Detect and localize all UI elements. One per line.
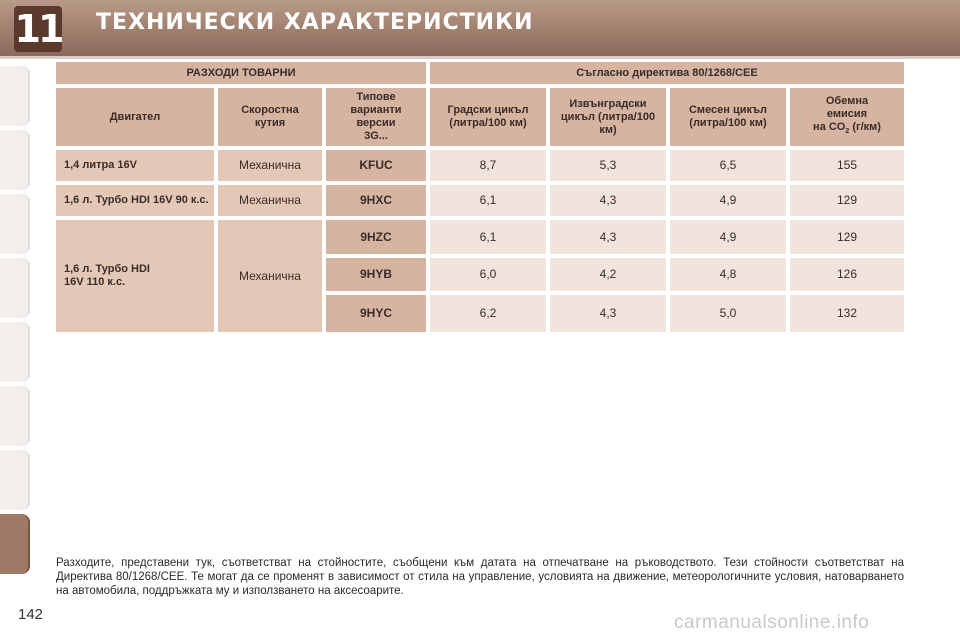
combined-value-cell: 6,5 — [670, 150, 786, 181]
variant-code-cell: 9HYB — [326, 258, 426, 291]
gearbox-cell-3: Механична — [218, 220, 322, 332]
chapter-tab-5[interactable] — [0, 322, 30, 382]
column-header-variants: Типове варианти версии 3G... — [326, 88, 426, 146]
column-header-extra-urban: Извънградски цикъл (литра/100 км) — [550, 88, 666, 146]
co2-header-line2 — [813, 121, 881, 138]
extra-urban-value-cell: 4,3 — [550, 295, 666, 332]
combined-value-cell: 4,9 — [670, 220, 786, 254]
co2-header-line1: Обемна емисия — [825, 95, 869, 121]
gearbox-cell-1: Механична — [218, 150, 322, 181]
chapter-tab-4[interactable] — [0, 258, 30, 318]
chapter-number-badge: 11 — [14, 7, 62, 51]
co2-value-cell: 129 — [790, 185, 904, 216]
column-header-co2 — [790, 88, 904, 146]
column-header-gearbox: Скоростна кутия — [218, 88, 322, 146]
header-divider — [0, 56, 960, 59]
gearbox-cell-2: Механична — [218, 185, 322, 216]
chapter-tab-2[interactable] — [0, 130, 30, 190]
page-number: 142 — [18, 606, 44, 623]
chapter-tabs — [0, 62, 30, 572]
urban-value-cell: 6,0 — [430, 258, 546, 291]
watermark-text: carmanualsonline.info — [674, 612, 870, 633]
engine-cell-3: 1,6 л. Турбо HDI 16V 110 к.с. — [56, 220, 214, 332]
co2-value-cell: 126 — [790, 258, 904, 291]
section-header-directive: Съгласно директива 80/1268/CEE — [430, 62, 904, 84]
co2-value-cell: 129 — [790, 220, 904, 254]
variant-code-cell: 9HZC — [326, 220, 426, 254]
extra-urban-value-cell: 5,3 — [550, 150, 666, 181]
co2-value-cell: 155 — [790, 150, 904, 181]
combined-value-cell: 4,8 — [670, 258, 786, 291]
engine-cell-2: 1,6 л. Турбо HDI 16V 90 к.с. — [56, 185, 214, 216]
page-title: ТЕХНИЧЕСКИ ХАРАКТЕРИСТИКИ — [96, 10, 534, 35]
variant-code-cell: 9HXC — [326, 185, 426, 216]
chapter-tab-7[interactable] — [0, 450, 30, 510]
column-header-urban: Градски цикъл (литра/100 км) — [430, 88, 546, 146]
engine-cell-1: 1,4 литра 16V — [56, 150, 214, 181]
co2-value-cell: 132 — [790, 295, 904, 332]
chapter-tab-11-active[interactable] — [0, 514, 30, 574]
variant-code-cell: 9HYC — [326, 295, 426, 332]
extra-urban-value-cell: 4,3 — [550, 220, 666, 254]
combined-value-cell: 4,9 — [670, 185, 786, 216]
column-header-combined: Смесен цикъл (литра/100 км) — [670, 88, 786, 146]
co2-prefix: на CO — [813, 121, 846, 134]
urban-value-cell: 6,1 — [430, 220, 546, 254]
urban-value-cell: 8,7 — [430, 150, 546, 181]
column-header-engine: Двигател — [56, 88, 214, 146]
chapter-tab-6[interactable] — [0, 386, 30, 446]
chapter-tab-1[interactable] — [0, 66, 30, 126]
chapter-tab-3[interactable] — [0, 194, 30, 254]
variant-code-cell: KFUC — [326, 150, 426, 181]
section-header-consumption: РАЗХОДИ ТОВАРНИ — [56, 62, 426, 84]
co2-subscript: 2 — [845, 128, 850, 136]
extra-urban-value-cell: 4,2 — [550, 258, 666, 291]
combined-value-cell: 5,0 — [670, 295, 786, 332]
co2-suffix: (г/км) — [849, 121, 881, 134]
footnote-paragraph: Разходите, представени тук, съответстват на стойностите, съобщени към датата на отпечатване на ръководството. Тези стойности съответстват на Директива 80/1268/CEE. Те могат да се променят в зависимост от стила на управление, условията на движение, метеорологичните условия, натоварването на автомобила, поддръжката му и използването на аксесоарите. — [56, 557, 904, 597]
consumption-table — [56, 62, 904, 332]
extra-urban-value-cell: 4,3 — [550, 185, 666, 216]
urban-value-cell: 6,1 — [430, 185, 546, 216]
urban-value-cell: 6,2 — [430, 295, 546, 332]
